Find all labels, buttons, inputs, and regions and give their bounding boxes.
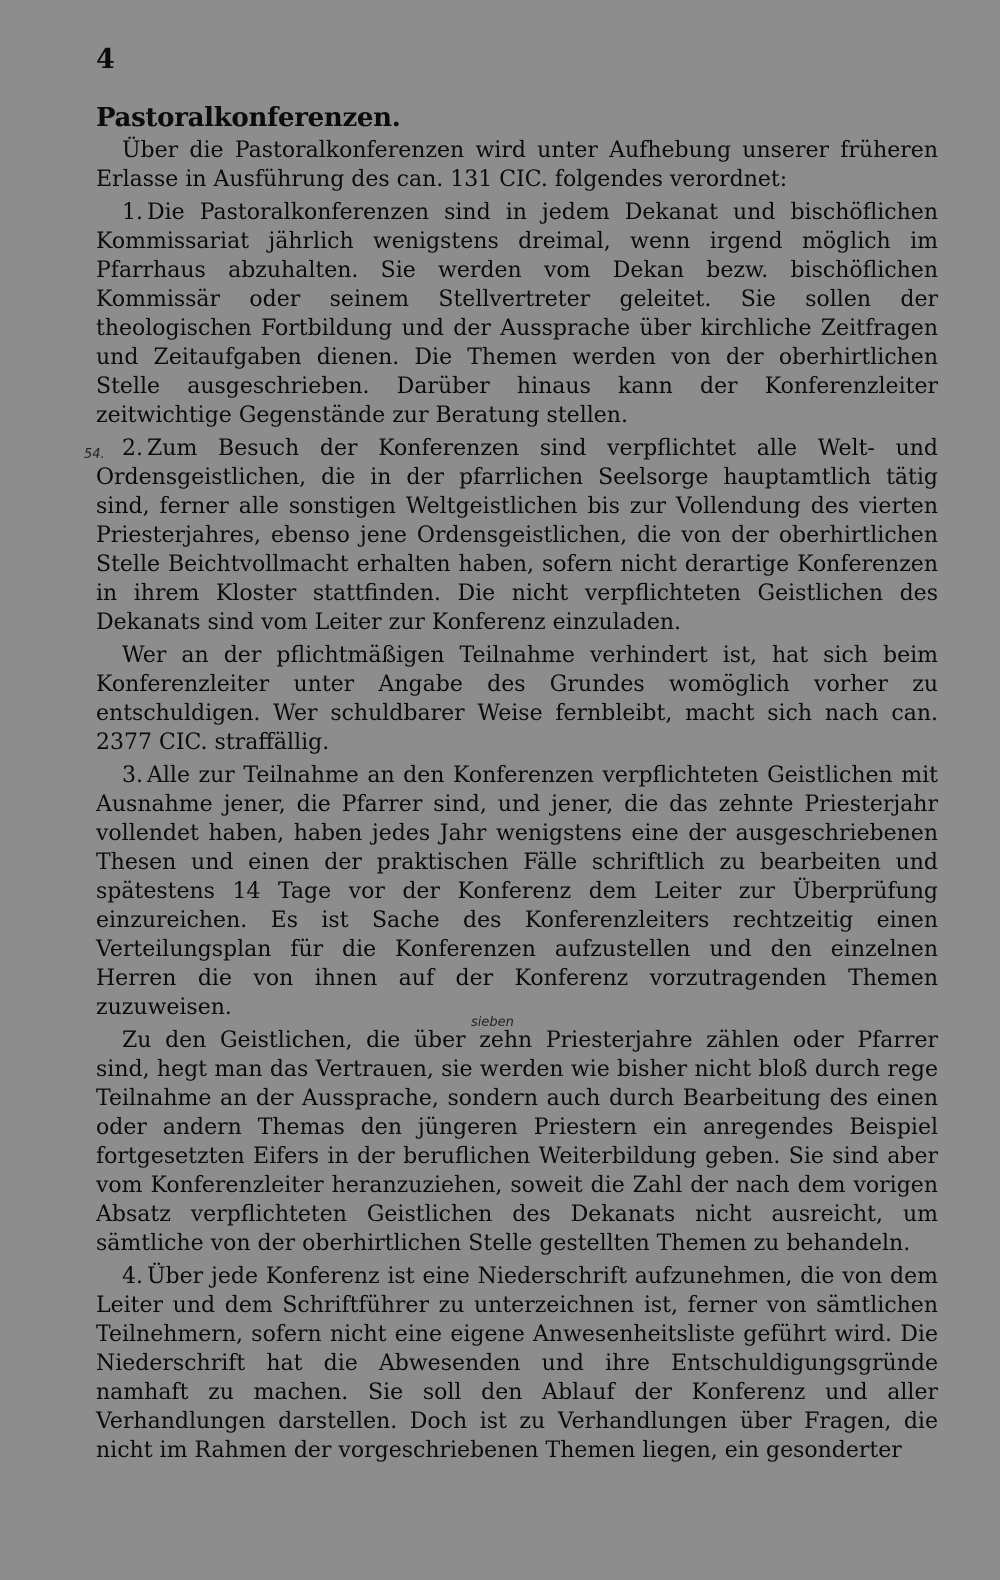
document-page [84,40,938,1469]
paragraph-number: 4. [122,1264,143,1289]
paragraph-3 [96,761,938,1022]
paragraph-2-continued [96,641,938,757]
page-number: 4 [96,44,115,75]
paragraph-number: 2. [122,436,143,461]
section-heading: Pastoralkonferenzen. [96,103,401,133]
paragraph-2 [96,434,938,637]
paragraph-1 [96,198,938,430]
paragraph-3-continued [96,1026,938,1258]
paragraph-text: Die Pastoralkonferenzen sind in jedem Dekanat und bischöflichen Kommissariat jährlich wenigstens dreimal, wenn irgend möglich im Pfarrhaus abzuhalten. Sie werden vom Dekan bezw. bischöflichen Kommissär oder seinem Stellvertreter geleitet. Sie sollen der theologischen Fortbildung und der Aussprache über kirchliche Zeitfragen und Zeitaufgaben dienen. Die Themen werden von der oberhirtlichen Stelle ausgeschrieben. Darüber hinaus kann der Konferenzleiter zeitwichtige Gegenstände zur Beratung stellen. [96,200,938,428]
paragraph-text: Alle zur Teilnahme an den Konferenzen verpflichteten Geistlichen mit Ausnahme jener, die Pfarrer sind, und jener, die das zehnte Priesterjahr vollendet haben, haben jedes Jahr wenigstens eine der ausgeschriebenen Thesen und einen der praktischen Fälle schriftlich zu bearbeiten und spätestens 14 Tage vor der Konferenz dem Leiter zur Überprüfung einzureichen. Es ist Sache des Konferenzleiters rechtzeitig einen Verteilungsplan für die Konferenzen aufzustellen und den einzelnen Herren die von ihnen auf der Konferenz vorzutragenden Themen zuzuweisen. [96,763,938,1020]
paragraph-text: Über jede Konferenz ist eine Niederschrift aufzunehmen, die von dem Leiter und dem Schriftführer zu unterzeichnen ist, ferner von sämtlichen Teilnehmern, sofern nicht eine eigene Anwesenheitsliste geführt wird. Die Niederschrift hat die Abwesenden und ihre Entschuldigungsgründe namhaft zu machen. Sie soll den Ablauf der Konferenz und aller Verhandlungen darstellen. Doch ist zu Verhandlungen über Fragen, die nicht im Rahmen der vorgeschriebenen Themen liegen, ein gesonderter [96,1264,938,1463]
paragraph-number: 3. [122,763,143,788]
paragraph-number: 1. [122,200,143,225]
handwritten-inline-note: sieben [471,1015,514,1030]
paragraph-text: Zum Besuch der Konferenzen sind verpflichtet alle Welt- und Ordensgeistlichen, die in der pfarrlichen Seelsorge hauptamtlich tätig sind, ferner alle sonstigen Weltgeistlichen bis zur Vollendung des vierten Priesterjahres, ebenso jene Ordensgeistlichen, die von der oberhirtlichen Stelle Beichtvollmacht erhalten haben, sofern nicht derartige Konferenzen in ihrem Kloster stattfinden. Die nicht verpflichteten Geistlichen des Dekanats sind vom Leiter zur Konferenz einzuladen. [96,436,938,635]
paragraph-intro [96,136,938,194]
handwritten-margin-note: 54. [84,447,105,462]
paragraph-text: Über die Pastoralkonferenzen wird unter Aufhebung unserer früheren Erlasse in Ausführung des can. 131 CIC. folgendes verordnet: [96,138,938,192]
paragraph-4 [96,1262,938,1465]
paragraph-text: Zu den Geistlichen, die über zehn Priesterjahre zählen oder Pfarrer sind, hegt man das Vertrauen, sie werden wie bisher nicht bloß durch rege Teilnahme an der Aussprache, sondern auch durch Bearbeitung des einen oder andern Themas den jüngeren Priestern ein anregendes Beispiel fortgesetzten Eifers in der beruflichen Weiterbildung geben. Sie sind aber vom Konferenzleiter heranzuziehen, soweit die Zahl der nach dem vorigen Absatz verpflichteten Geistlichen des Dekanats nicht ausreicht, um sämtliche von der oberhirtlichen Stelle gestellten Themen zu behandeln. [96,1028,938,1256]
paragraph-text: Wer an der pflichtmäßigen Teilnahme verhindert ist, hat sich beim Konferenzleiter unter Angabe des Grundes womöglich vorher zu entschuldigen. Wer schuldbarer Weise fernbleibt, macht sich nach can. 2377 CIC. straffällig. [96,643,938,755]
